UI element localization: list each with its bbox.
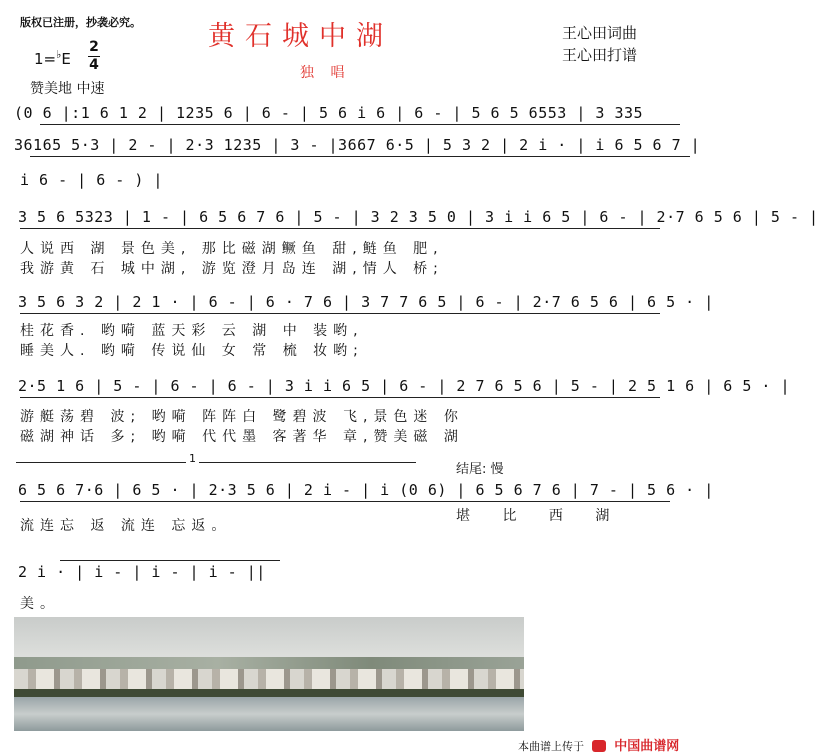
time-bottom: 4: [89, 57, 99, 73]
site-logo-icon: [592, 740, 606, 752]
tempo-marking: 赞美地 中速: [30, 81, 105, 97]
intro-beam-1: [40, 124, 680, 125]
key-flat: ♭: [56, 48, 62, 61]
intro-line-1: (0 6 |:1 6 1 2 | 1235 6 | 6 - | 5 6 i 6 | 6 - | 5 6 5 6553 | 3 335: [14, 104, 644, 122]
lyric-line-2a: 桂花香. 哟嗬 蓝天彩 云 湖 中 装哟,: [20, 323, 364, 339]
lyric-line-1b: 我游黄 石 城中湖, 游览澄月岛连 湖,情人 桥;: [20, 261, 444, 277]
lyric-line-4-ending: 堪 比 西 湖: [456, 508, 624, 524]
credit-lyrics: 王心田词曲: [562, 24, 638, 42]
melody-line-5: 2 i · | i - | i - | i - ||: [18, 563, 266, 581]
intro-line-2: 36165 5·3 | 2 - | 2·3 1235 | 3 - |3667 6·5 | 5 3 2 | 2 i · | i 6 5 6 7 |: [14, 136, 701, 154]
lyric-line-3a: 游艇荡碧 波; 哟嗬 阵阵白 鹭碧波 飞,景色迷 你: [20, 409, 464, 425]
intro-beam-2: [30, 156, 690, 157]
lyric-line-2b: 睡美人. 哟嗬 传说仙 女 常 梳 妆哟;: [20, 343, 364, 359]
credit-score: 王心田打谱: [562, 46, 638, 64]
time-signature: [88, 40, 100, 73]
ending-label: 结尾: 慢: [456, 462, 504, 477]
song-title: 黄石城中湖: [208, 21, 393, 52]
volta-bracket: [16, 462, 416, 463]
melody-line-2: 3 5 6 3 2 | 2 1 · | 6 - | 6 · 7 6 | 3 7 7 6 5 | 6 - | 2·7 6 5 6 | 6 5 · |: [18, 293, 714, 311]
key-note: E: [61, 50, 71, 68]
melody-line-1: 3 5 6 5323 | 1 - | 6 5 6 7 6 | 5 - | 3 2 3 5 0 | 3 i i 6 5 | 6 - | 2·7 6 5 6 | 5 - |: [18, 208, 819, 226]
melody-beam-1: [20, 228, 660, 229]
lyric-line-4: 流连忘 返 流连 忘返。: [20, 518, 232, 534]
footer-watermark: [518, 735, 679, 754]
volta-number: 1: [186, 452, 199, 465]
intro-line-3: i 6 - | 6 - ) |: [20, 171, 163, 189]
melody-beam-5: [60, 560, 280, 561]
melody-beam-2: [20, 313, 660, 314]
melody-beam-3: [20, 397, 660, 398]
lake-city-photo: [14, 617, 524, 731]
site-name: 中国曲谱网: [614, 739, 680, 754]
time-top: 2: [89, 39, 99, 55]
copyright-notice: 版权已注册，抄袭必究。: [20, 16, 141, 29]
upload-note: 本曲谱上传于: [518, 740, 584, 753]
key-prefix: 1=: [34, 50, 57, 68]
song-subtitle: 独 唱: [300, 65, 351, 81]
lyric-line-5: 美。: [20, 596, 60, 612]
lyric-line-3b: 磁湖神话 多; 哟嗬 代代墨 客著华 章,赞美磁 湖: [20, 429, 464, 445]
key-signature: [34, 48, 71, 68]
melody-line-4: 6 5 6 7·6 | 6 5 · | 2·3 5 6 | 2 i - | i (0 6) | 6 5 6 7 6 | 7 - | 5 6 · |: [18, 481, 714, 499]
lyric-line-1a: 人说西 湖 景色美, 那比磁湖鳜鱼 甜,鲢鱼 肥,: [20, 241, 444, 257]
melody-beam-4: [20, 501, 670, 502]
melody-line-3: 2·5 1 6 | 5 - | 6 - | 6 - | 3 i i 6 5 | 6 - | 2 7 6 5 6 | 5 - | 2 5 1 6 | 6 5 · |: [18, 377, 790, 395]
